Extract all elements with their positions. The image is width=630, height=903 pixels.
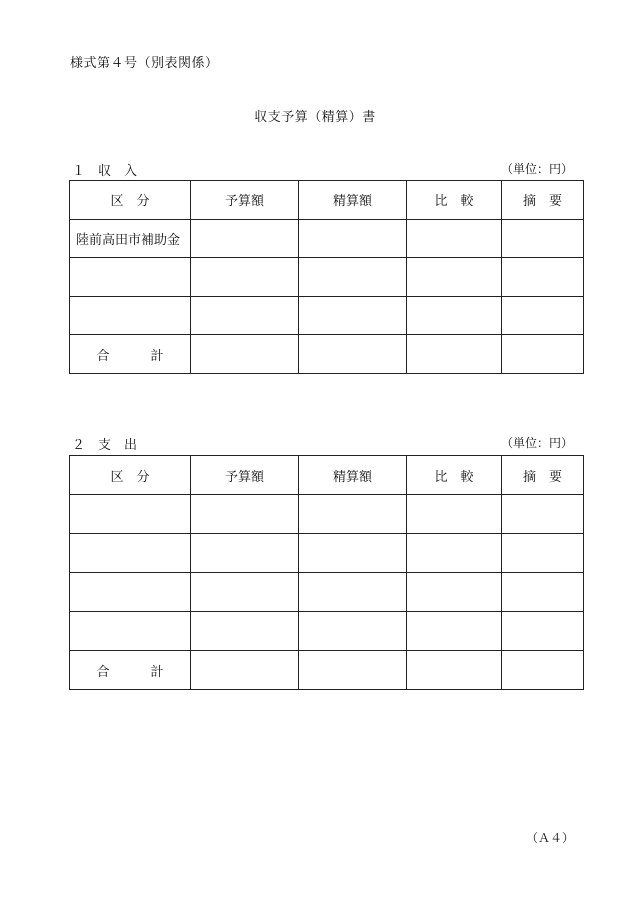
row-comparison-cell[interactable] <box>407 296 502 335</box>
income-unit-label: （単位：円） <box>500 162 573 176</box>
row-settled-cell[interactable] <box>299 534 407 573</box>
row-remarks-cell[interactable] <box>502 612 584 651</box>
row-settled-cell[interactable] <box>299 219 407 258</box>
row-comparison-cell[interactable] <box>407 495 502 534</box>
row-category-cell[interactable] <box>70 534 191 573</box>
table-row <box>70 534 584 573</box>
income-header-row <box>70 181 584 220</box>
header-comparison: 比 較 <box>407 181 502 220</box>
expense-unit-label: （単位：円） <box>500 436 573 450</box>
row-budget-cell[interactable] <box>191 219 299 258</box>
row-budget-cell[interactable] <box>191 573 299 612</box>
expense-section-number: ２ <box>72 438 86 453</box>
expense-section-title <box>72 434 137 453</box>
row-category-cell[interactable]: 陸前高田市補助金 <box>70 219 191 258</box>
row-comparison-cell[interactable] <box>407 612 502 651</box>
total-label: 合 計 <box>70 651 191 690</box>
total-remarks-cell[interactable] <box>502 335 584 374</box>
expense-header-row <box>70 456 584 495</box>
income-table <box>69 180 584 374</box>
total-settled-cell[interactable] <box>299 335 407 374</box>
total-settled-cell[interactable] <box>299 651 407 690</box>
paper-size-label: （Ａ４） <box>525 831 574 845</box>
row-budget-cell[interactable] <box>191 534 299 573</box>
total-comparison-cell[interactable] <box>407 651 502 690</box>
header-comparison: 比 較 <box>407 456 502 495</box>
income-section-number: １ <box>72 164 86 179</box>
total-budget-cell[interactable] <box>191 335 299 374</box>
row-budget-cell[interactable] <box>191 612 299 651</box>
row-remarks-cell[interactable] <box>502 258 584 297</box>
total-remarks-cell[interactable] <box>502 651 584 690</box>
row-comparison-cell[interactable] <box>407 219 502 258</box>
header-category: 区 分 <box>70 456 191 495</box>
total-budget-cell[interactable] <box>191 651 299 690</box>
total-label: 合 計 <box>70 335 191 374</box>
row-settled-cell[interactable] <box>299 258 407 297</box>
table-row <box>70 258 584 297</box>
income-total-row <box>70 335 584 374</box>
total-comparison-cell[interactable] <box>407 335 502 374</box>
income-section-title <box>72 160 137 179</box>
row-remarks-cell[interactable] <box>502 573 584 612</box>
row-category-cell[interactable] <box>70 495 191 534</box>
header-budget-amount: 予算額 <box>191 456 299 495</box>
row-settled-cell[interactable] <box>299 296 407 335</box>
row-comparison-cell[interactable] <box>407 258 502 297</box>
row-category-cell[interactable] <box>70 296 191 335</box>
header-settled-amount: 精算額 <box>299 181 407 220</box>
form-number: 様式第４号（別表関係） <box>70 56 219 71</box>
header-remarks: 摘 要 <box>502 181 584 220</box>
row-remarks-cell[interactable] <box>502 534 584 573</box>
row-comparison-cell[interactable] <box>407 534 502 573</box>
expense-table <box>69 455 584 690</box>
row-settled-cell[interactable] <box>299 573 407 612</box>
table-row <box>70 573 584 612</box>
header-category: 区 分 <box>70 181 191 220</box>
row-comparison-cell[interactable] <box>407 573 502 612</box>
row-budget-cell[interactable] <box>191 296 299 335</box>
header-settled-amount: 精算額 <box>299 456 407 495</box>
table-row <box>70 219 584 258</box>
row-category-cell[interactable] <box>70 258 191 297</box>
row-settled-cell[interactable] <box>299 495 407 534</box>
expense-section-label: 支 出 <box>98 438 138 453</box>
row-remarks-cell[interactable] <box>502 495 584 534</box>
row-remarks-cell[interactable] <box>502 219 584 258</box>
table-row <box>70 296 584 335</box>
header-budget-amount: 予算額 <box>191 181 299 220</box>
row-settled-cell[interactable] <box>299 612 407 651</box>
row-category-cell[interactable] <box>70 573 191 612</box>
header-remarks: 摘 要 <box>502 456 584 495</box>
table-row <box>70 612 584 651</box>
document-title: 収支予算（精算）書 <box>254 110 376 125</box>
row-remarks-cell[interactable] <box>502 296 584 335</box>
table-row <box>70 495 584 534</box>
row-budget-cell[interactable] <box>191 258 299 297</box>
expense-total-row <box>70 651 584 690</box>
row-category-cell[interactable] <box>70 612 191 651</box>
row-budget-cell[interactable] <box>191 495 299 534</box>
income-section-label: 収 入 <box>98 164 138 179</box>
